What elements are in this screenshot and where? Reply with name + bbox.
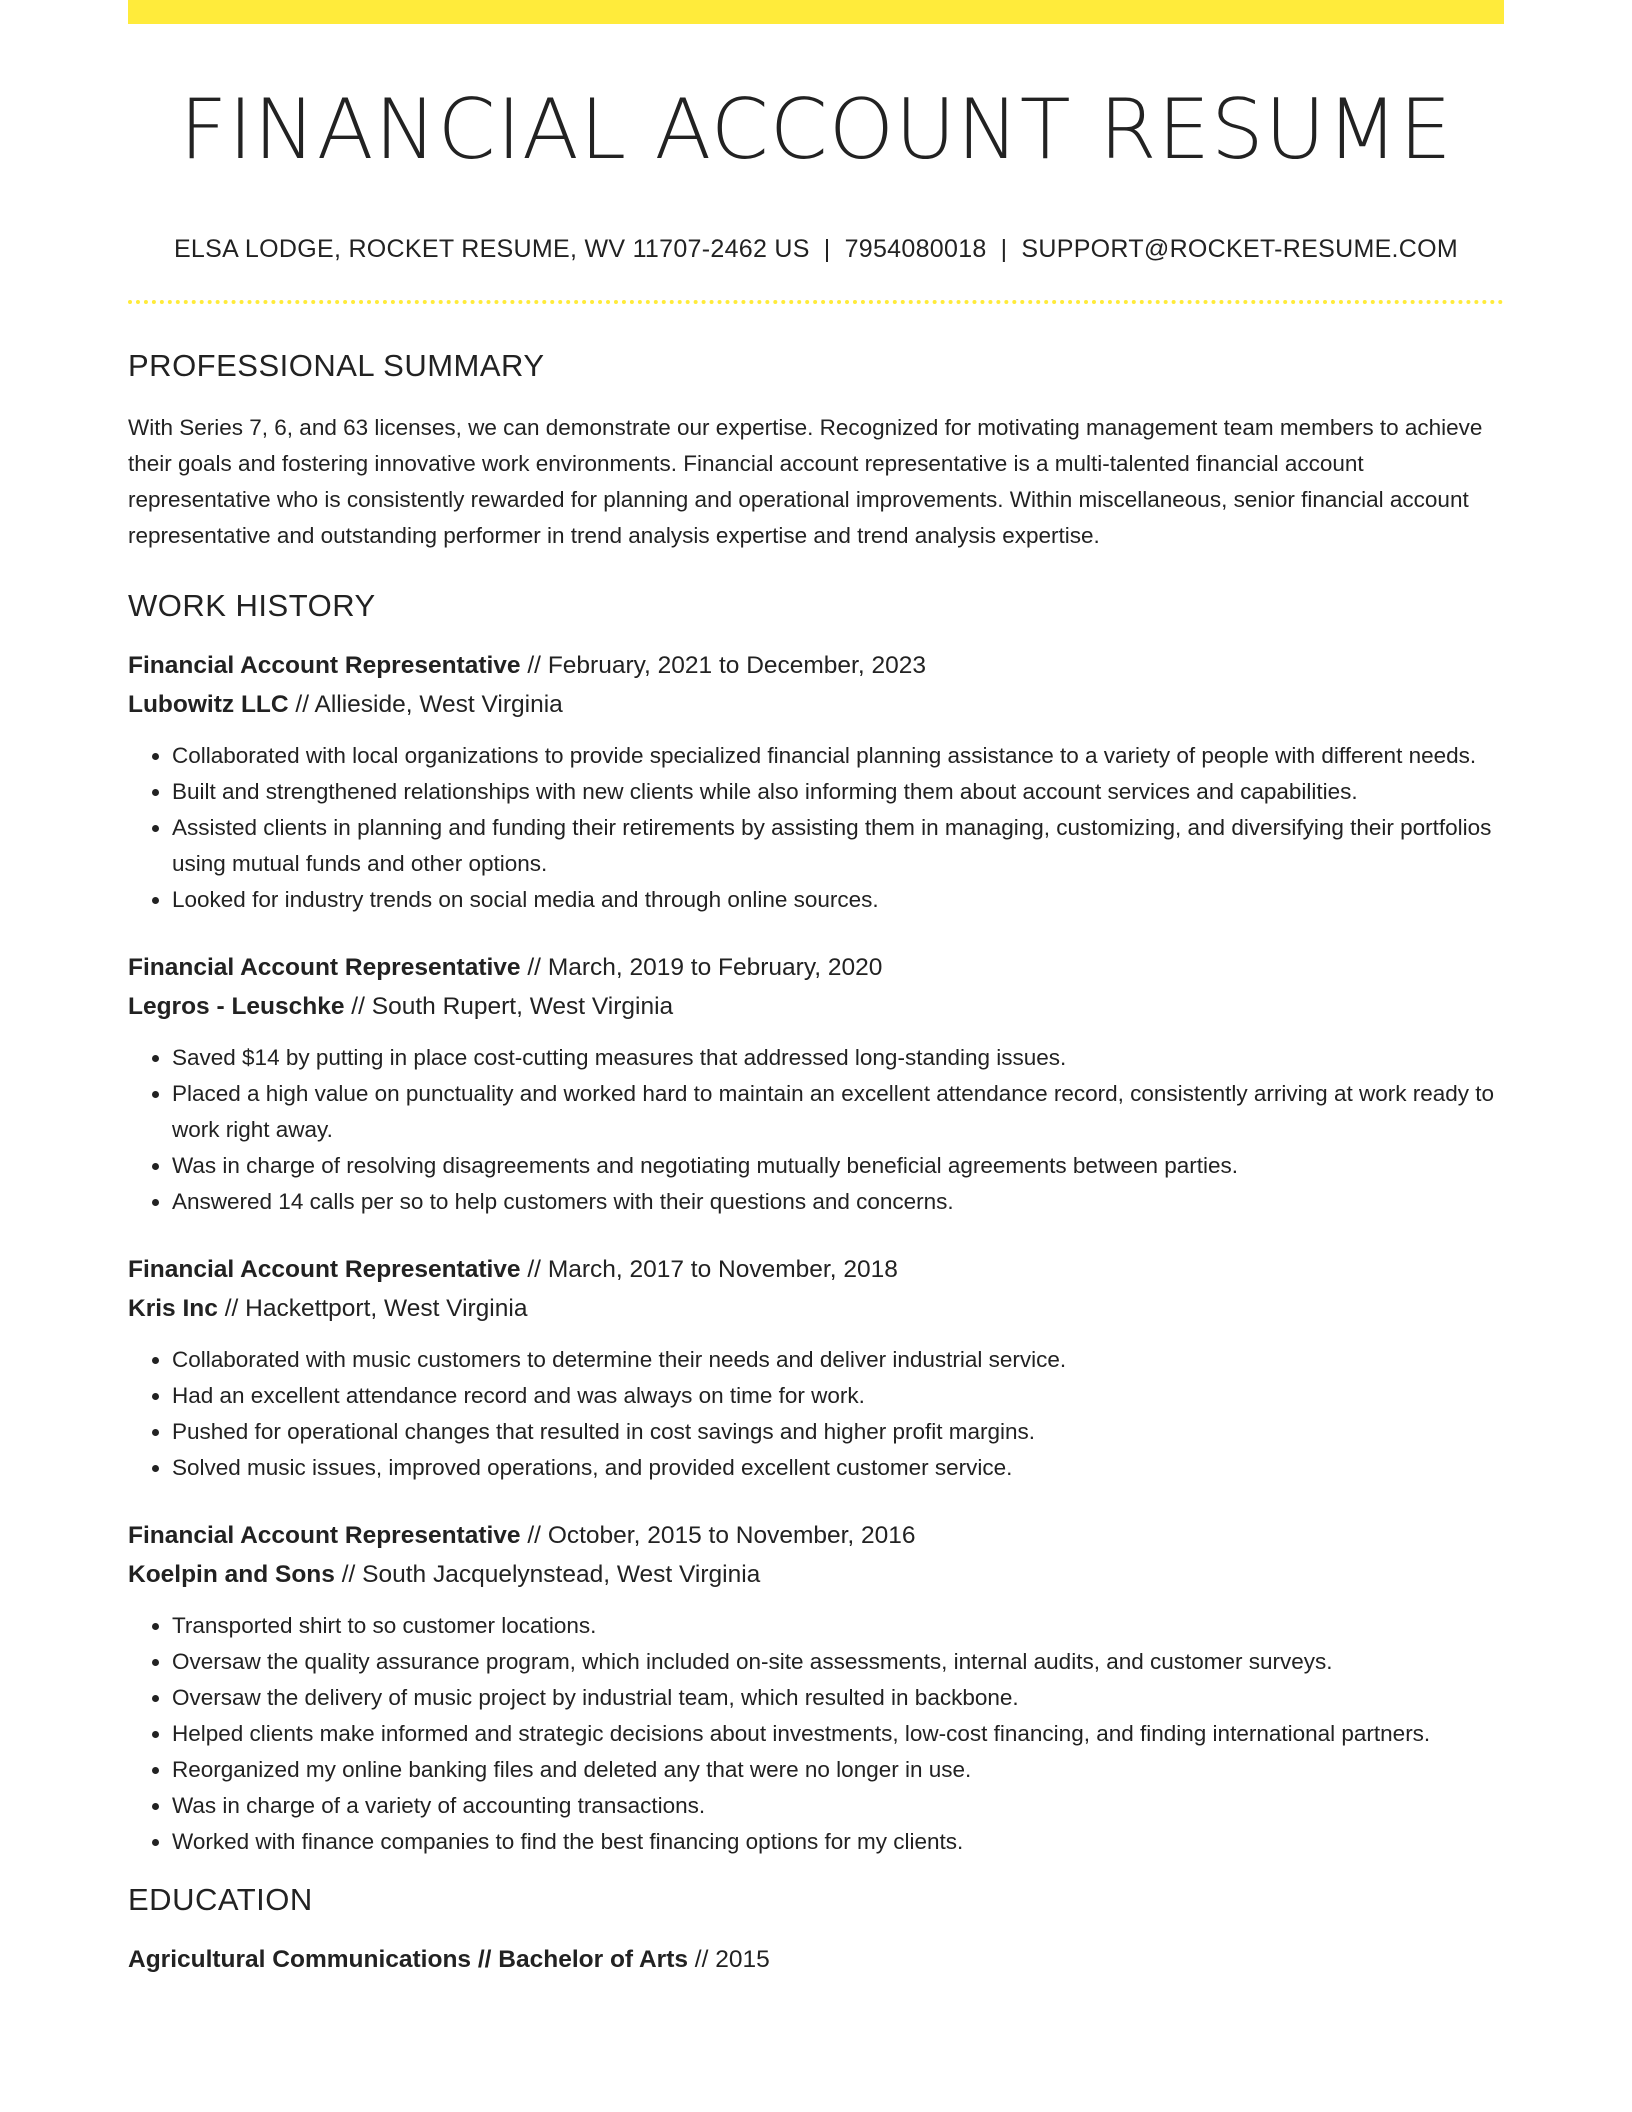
- separator: //: [224, 1295, 239, 1323]
- job-company-line: [128, 1555, 1504, 1594]
- summary-heading: PROFESSIONAL SUMMARY: [128, 348, 545, 384]
- job-bullet-list: [128, 1608, 1504, 1860]
- job-bullet: • Looked for industry trends on social media and through online sources.: [172, 882, 1504, 918]
- job-company-line: [128, 685, 1504, 724]
- job-bullet: • Was in charge of resolving disagreements and negotiating mutually beneficial agreements between parties.: [172, 1148, 1504, 1184]
- job-title-line: [128, 646, 1504, 685]
- job-bullet: • Was in charge of a variety of accounting transactions.: [172, 1788, 1504, 1824]
- job-company-line: [128, 987, 1504, 1026]
- company-name: Lubowitz LLC: [128, 691, 289, 719]
- separator: //: [694, 1946, 709, 1974]
- job-bullet-list: [128, 1040, 1504, 1220]
- contact-line: [128, 235, 1504, 264]
- contact-separator: |: [823, 235, 831, 264]
- work-history-heading: WORK HISTORY: [128, 588, 376, 624]
- job-bullet: • Built and strengthened relationships with new clients while also informing them about account services and capabilities.: [172, 774, 1504, 810]
- company-location: Allieside, West Virginia: [314, 691, 563, 719]
- job-dates: March, 2019 to February, 2020: [547, 954, 883, 982]
- company-name: Legros - Leuschke: [128, 993, 345, 1021]
- job-entry: [128, 1516, 1504, 1860]
- company-location: South Rupert, West Virginia: [371, 993, 674, 1021]
- job-bullet: • Saved $14 by putting in place cost-cutting measures that addressed long-standing issues.: [172, 1040, 1504, 1076]
- separator: //: [341, 1561, 356, 1589]
- job-bullet: • Placed a high value on punctuality and worked hard to maintain an excellent attendance record, consistently arriving at work ready to work right away.: [172, 1076, 1504, 1148]
- work-history-list: [128, 646, 1504, 1860]
- job-title: Financial Account Representative: [128, 652, 521, 680]
- job-entry: [128, 948, 1504, 1220]
- company-name: Koelpin and Sons: [128, 1561, 335, 1589]
- company-location: Hackettport, West Virginia: [245, 1295, 528, 1323]
- job-title-line: [128, 1250, 1504, 1289]
- job-title: Financial Account Representative: [128, 1522, 521, 1550]
- job-dates: October, 2015 to November, 2016: [547, 1522, 916, 1550]
- job-dates: February, 2021 to December, 2023: [547, 652, 926, 680]
- company-name: Kris Inc: [128, 1295, 218, 1323]
- education-degree: Bachelor of Arts: [498, 1946, 688, 1974]
- education-field: Agricultural Communications: [128, 1946, 472, 1974]
- job-bullet: • Collaborated with local organizations to provide specialized financial planning assistance to a variety of people with different needs.: [172, 738, 1504, 774]
- separator: //: [527, 652, 541, 680]
- job-title-line: [128, 948, 1504, 987]
- job-bullet: • Oversaw the delivery of music project by industrial team, which resulted in backbone.: [172, 1680, 1504, 1716]
- job-bullet-list: [128, 1342, 1504, 1486]
- summary-text: With Series 7, 6, and 63 licenses, we can demonstrate our expertise. Recognized for motivating management team members to achieve their goals and fostering innovative work environments. Financial account representative is a multi-talented financial account representative who is consistently rewarded for planning and operational improvements. Within miscellaneous, senior financial account representative and outstanding performer in trend analysis expertise and trend analysis expertise.: [128, 415, 1483, 549]
- job-bullet: • Worked with finance companies to find the best financing options for my clients.: [172, 1824, 1504, 1860]
- job-title-line: [128, 1516, 1504, 1555]
- job-bullet-list: [128, 738, 1504, 918]
- separator: //: [527, 1256, 541, 1284]
- accent-top-bar: [128, 0, 1504, 24]
- job-bullet: • Reorganized my online banking files and deleted any that were no longer in use.: [172, 1752, 1504, 1788]
- job-entry: [128, 646, 1504, 918]
- job-bullet: • Answered 14 calls per so to help customers with their questions and concerns.: [172, 1184, 1504, 1220]
- job-bullet: • Collaborated with music customers to determine their needs and deliver industrial service.: [172, 1342, 1504, 1378]
- job-title: Financial Account Representative: [128, 954, 521, 982]
- job-entry: [128, 1250, 1504, 1486]
- resume-page: [128, 0, 1504, 1979]
- education-list: [128, 1940, 1504, 1979]
- separator: //: [527, 1522, 541, 1550]
- company-location: South Jacquelynstead, West Virginia: [362, 1561, 761, 1589]
- job-bullet: • Solved music issues, improved operations, and provided excellent customer service.: [172, 1450, 1504, 1486]
- education-year: 2015: [715, 1946, 770, 1974]
- contact-separator: |: [1000, 235, 1008, 264]
- job-dates: March, 2017 to November, 2018: [547, 1256, 898, 1284]
- separator: //: [527, 954, 541, 982]
- separator: //: [295, 691, 310, 719]
- education-entry: [128, 1940, 1504, 1979]
- job-bullet: • Assisted clients in planning and funding their retirements by assisting them in managing, customizing, and diversifying their portfolios using mutual funds and other options.: [172, 810, 1504, 882]
- resume-title: FINANCIAL ACCOUNT RESUME: [179, 81, 1453, 178]
- dotted-divider: [128, 300, 1504, 304]
- job-bullet: • Helped clients make informed and strategic decisions about investments, low-cost financing, and finding international partners.: [172, 1716, 1504, 1752]
- contact-address: ELSA LODGE, ROCKET RESUME, WV 11707-2462 US: [173, 235, 810, 264]
- job-bullet: • Had an excellent attendance record and was always on time for work.: [172, 1378, 1504, 1414]
- separator: //: [351, 993, 365, 1021]
- job-bullet: • Oversaw the quality assurance program, which included on-site assessments, internal audits, and customer surveys.: [172, 1644, 1504, 1680]
- job-bullet: • Pushed for operational changes that resulted in cost savings and higher profit margins.: [172, 1414, 1504, 1450]
- contact-email[interactable]: SUPPORT@ROCKET-RESUME.COM: [1021, 235, 1459, 264]
- job-title: Financial Account Representative: [128, 1256, 521, 1284]
- separator: //: [477, 1946, 492, 1974]
- contact-phone[interactable]: 7954080018: [844, 235, 987, 264]
- job-company-line: [128, 1289, 1504, 1328]
- job-bullet: • Transported shirt to so customer locations.: [172, 1608, 1504, 1644]
- education-heading: EDUCATION: [128, 1882, 313, 1918]
